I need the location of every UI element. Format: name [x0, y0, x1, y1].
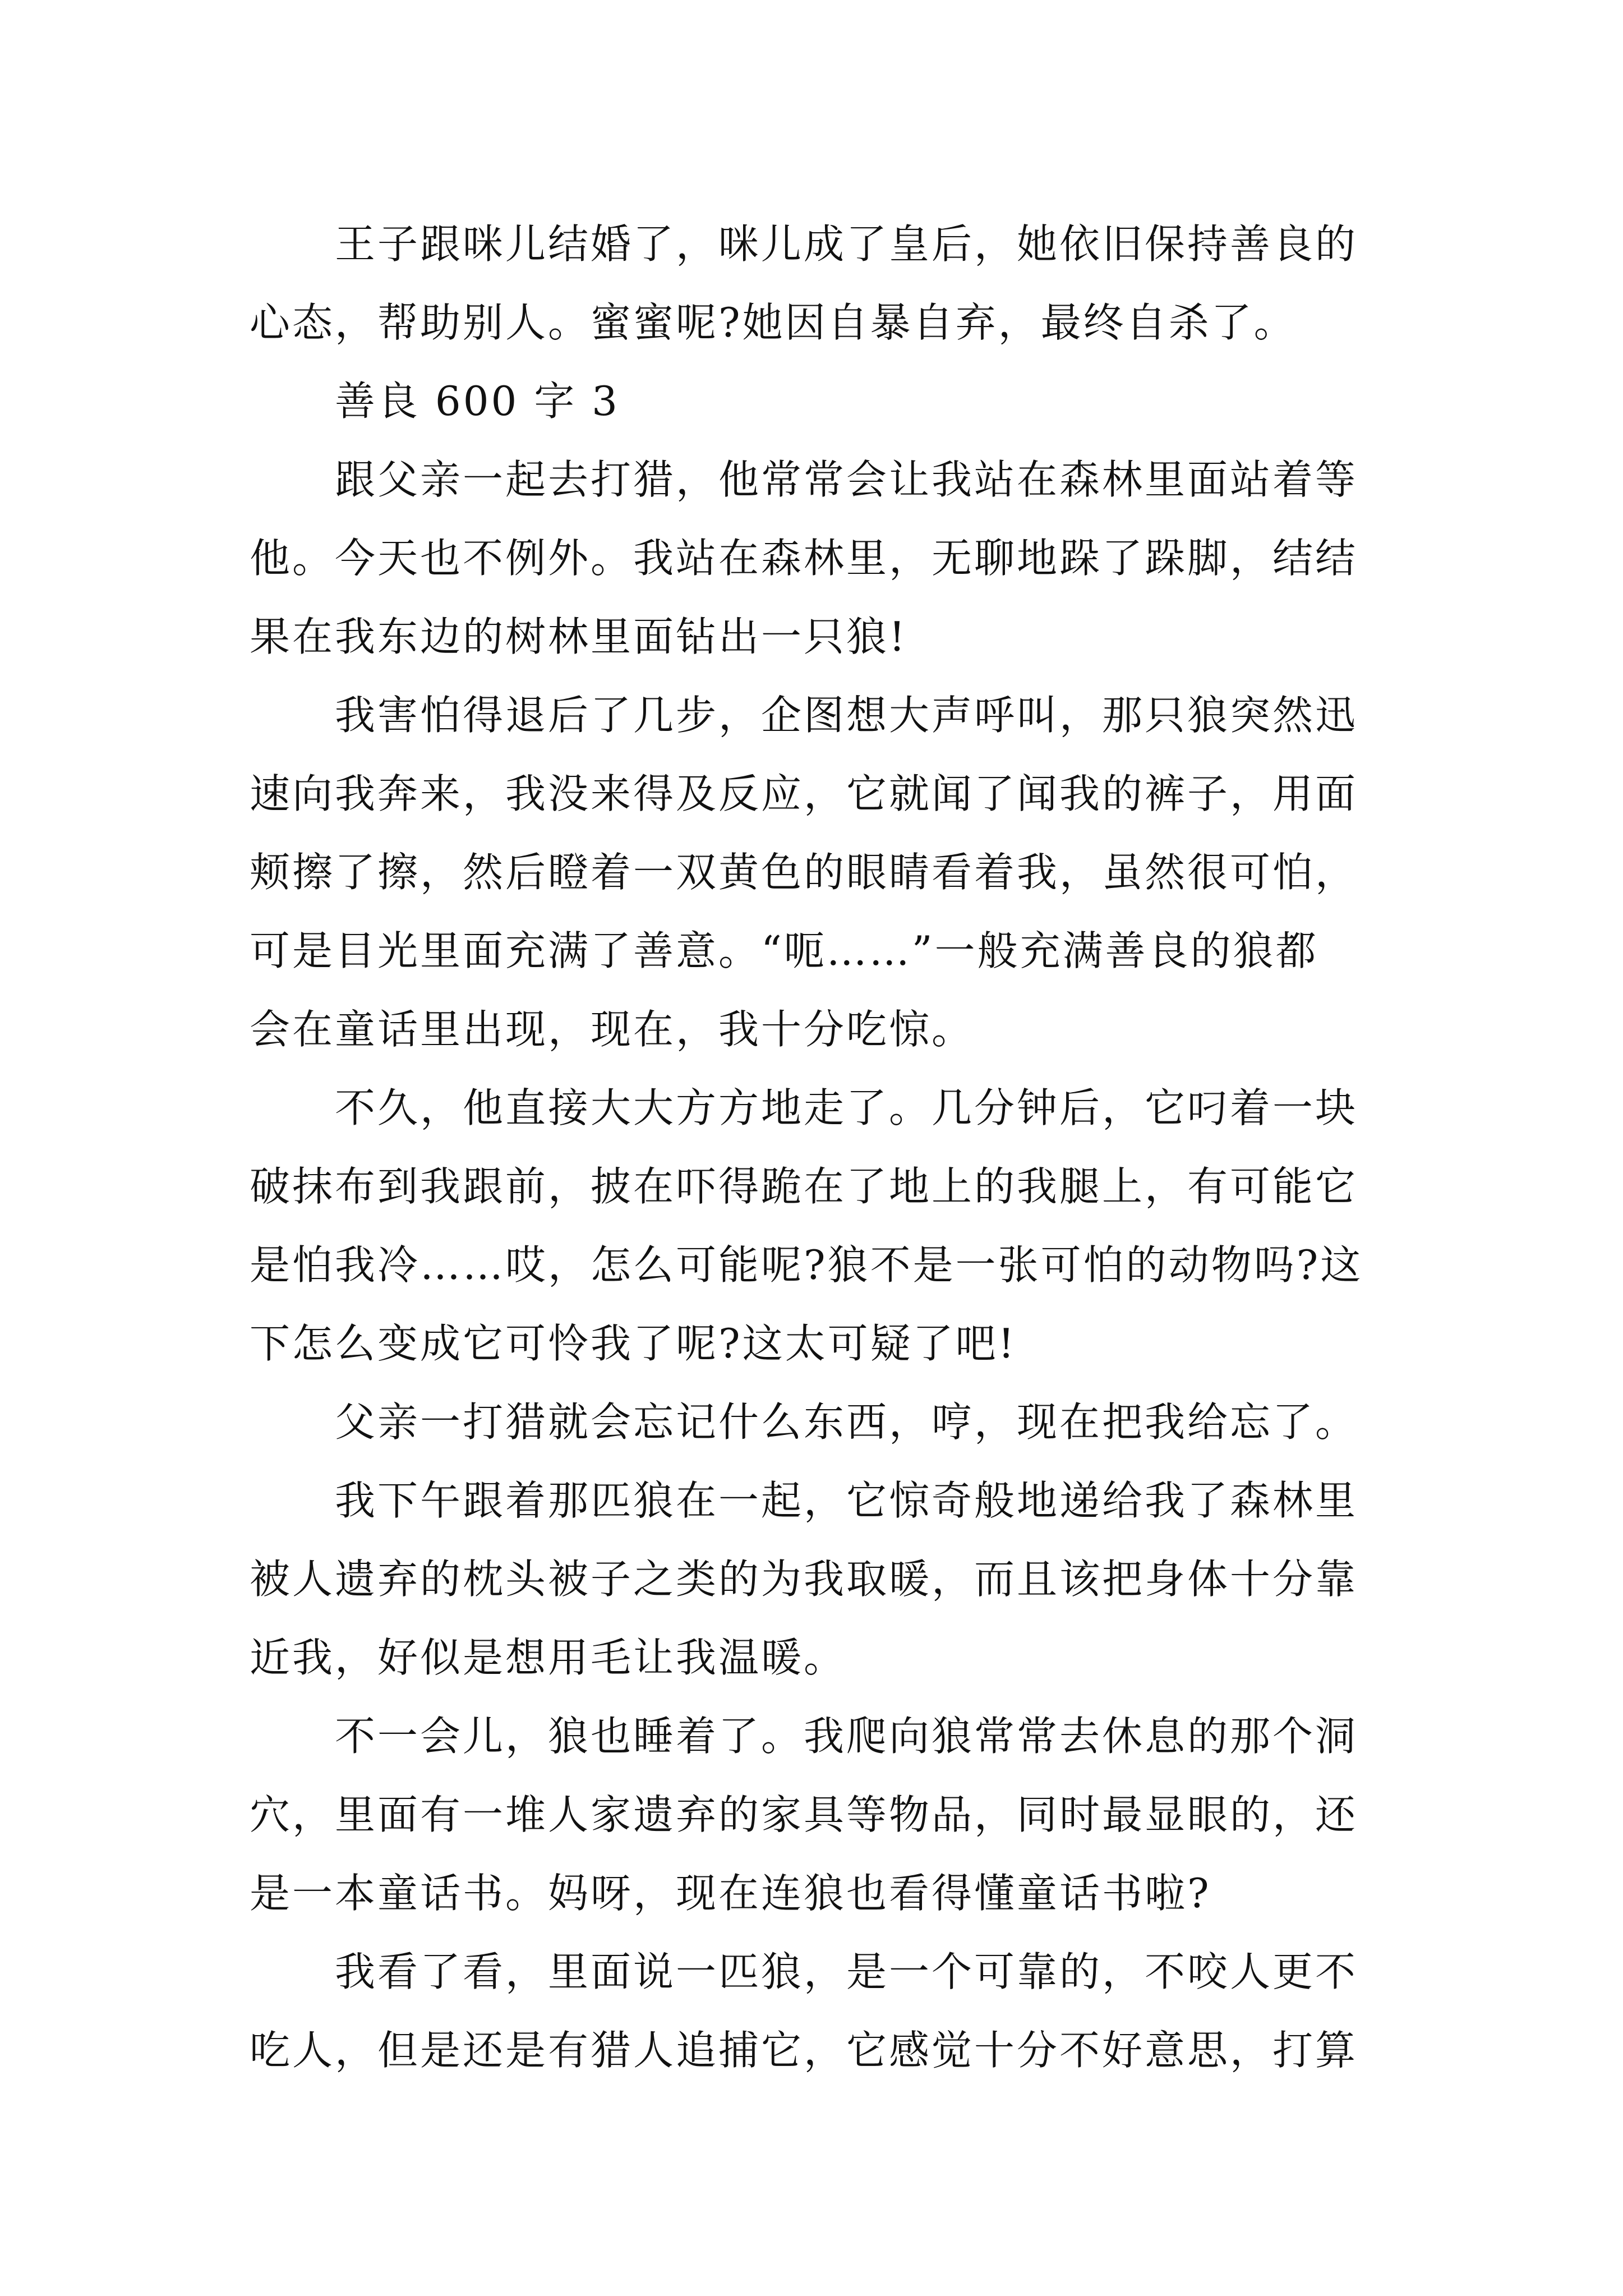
- text-line: 我害怕得退后了几步，企图想大声呼叫，那只狼突然迅: [335, 692, 1358, 739]
- text-line: 跟父亲一起去打猎，他常常会让我站在森林里面站着等: [335, 456, 1358, 503]
- text-line: 父亲一打猎就会忘记什么东西，哼，现在把我给忘了。: [335, 1398, 1358, 1446]
- text-line: 速向我奔来，我没来得及反应，它就闻了闻我的裤子，用面: [250, 770, 1358, 817]
- text-line: 我看了看，里面说一匹狼，是一个可靠的，不咬人更不: [335, 1948, 1358, 1995]
- text-line: 不一会儿，狼也睡着了。我爬向狼常常去休息的那个洞: [335, 1713, 1358, 1760]
- text-line: 他。今天也不例外。我站在森林里，无聊地跺了跺脚，结结: [250, 535, 1358, 582]
- text-line: 是一本童话书。妈呀，现在连狼也看得懂童话书啦?: [250, 1870, 1211, 1917]
- text-line: 可是目光里面充满了善意。“呃……”一般充满善良的狼都: [250, 927, 1318, 974]
- text-line: 是怕我冷……哎，怎么可能呢?狼不是一张可怕的动物吗?这: [250, 1241, 1363, 1289]
- text-line: 颊擦了擦，然后瞪着一双黄色的眼睛看着我，虽然很可怕，: [250, 849, 1358, 896]
- text-line: 吃人，但是还是有猎人追捕它，它感觉十分不好意思，打算: [250, 2027, 1358, 2074]
- text-line: 近我，好似是想用毛让我温暖。: [250, 1634, 847, 1681]
- text-line: 王子跟咪儿结婚了，咪儿成了皇后，她依旧保持善良的: [335, 220, 1358, 268]
- text-line: 果在我东边的树林里面钻出一只狼!: [250, 613, 907, 660]
- text-line: 不久，他直接大大方方地走了。几分钟后，它叼着一块: [335, 1084, 1358, 1131]
- text-line: 心态，帮助别人。蜜蜜呢?她因自暴自弃，最终自杀了。: [250, 299, 1297, 346]
- text-line: 会在童话里出现，现在，我十分吃惊。: [250, 1006, 975, 1053]
- text-line: 我下午跟着那匹狼在一起，它惊奇般地递给我了森林里: [335, 1477, 1358, 1524]
- section-heading: 善良 600 字 3: [335, 378, 620, 425]
- text-line: 被人遗弃的枕头被子之类的为我取暖，而且该把身体十分靠: [250, 1556, 1358, 1603]
- text-line: 穴，里面有一堆人家遗弃的家具等物品，同时最显眼的，还: [250, 1791, 1358, 1838]
- text-line: 下怎么变成它可怜我了呢?这太可疑了吧!: [250, 1320, 1017, 1367]
- text-line: 破抹布到我跟前，披在吓得跪在了地上的我腿上，有可能它: [250, 1163, 1358, 1210]
